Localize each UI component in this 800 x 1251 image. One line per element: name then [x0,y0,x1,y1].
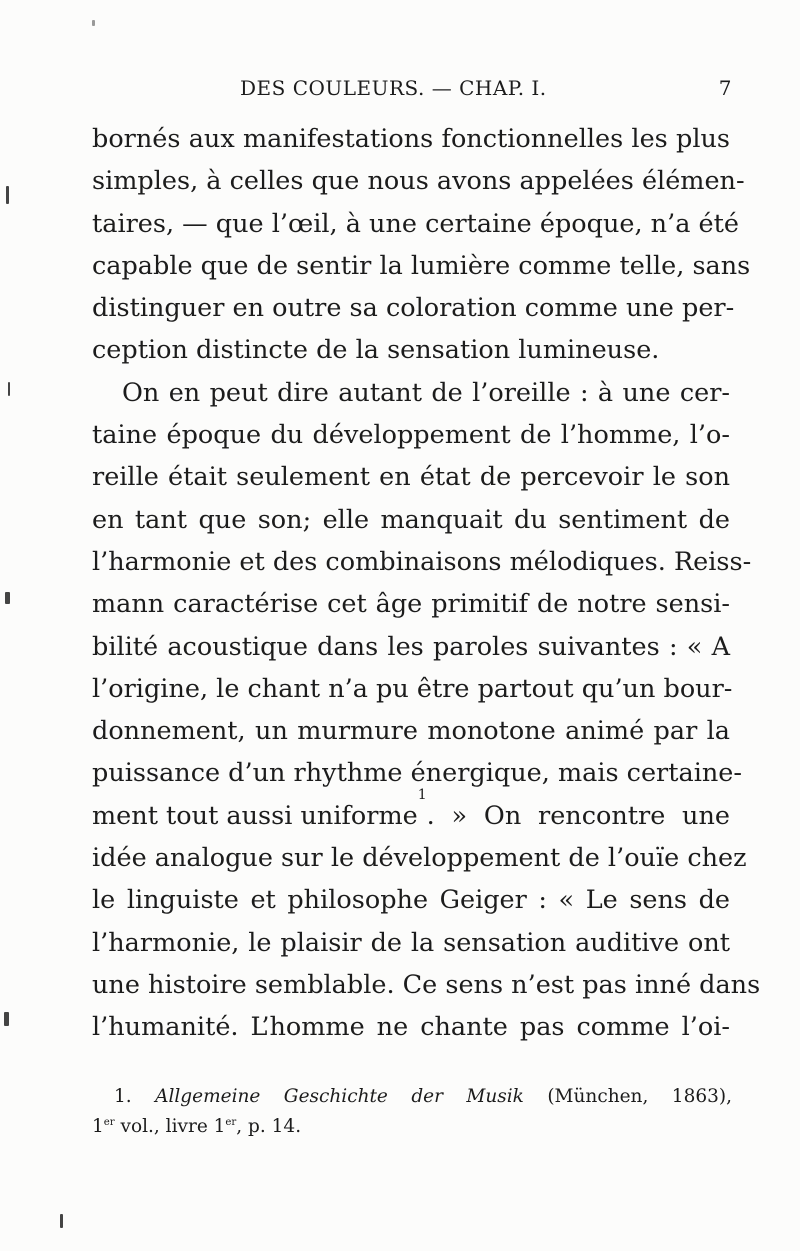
text-line: en tant que son; elle manquait du sentiment de [92,504,730,535]
text-segment: ment tout aussi uniforme [92,800,418,831]
scan-speck [5,592,10,604]
footnote-page-ref: , p. 14. [236,1116,302,1137]
scan-speck [8,382,10,396]
scan-speck [4,1012,9,1026]
text-line: distinguer en outre sa coloration comme une per- [92,293,735,324]
running-head [92,76,732,104]
text-line: idée analogue sur le développement de l’ouïe chez [92,843,747,874]
text-line: puissance d’un rhythme énergique, mais certaine- [92,758,742,789]
text-line: une histoire semblable. Ce sens n’est pas inné dans [92,969,761,1000]
running-title: DES COULEURS. — CHAP. I. [240,76,547,100]
footnote-line [92,1112,732,1142]
text-line: On en peut dire autant de l’oreille : à une cer- [122,377,730,408]
text-line: l’harmonie, le plaisir de la sensation auditive ont [92,927,730,958]
text-line: donnement, un murmure monotone animé par la [92,716,730,747]
footnote-book-title: Allgemeine Geschichte der Musik [155,1086,524,1107]
text-line: l’origine, le chant n’a pu être partout qu’un bour- [92,673,733,704]
text-line: ception distincte de la sensation lumineuse. [92,335,660,366]
footnote-number: 1. [114,1086,132,1107]
text-line: l’humanité. L’homme ne chante pas comme l’oi- [92,1012,730,1043]
footnote-ref: 1 [417,786,427,803]
text-segment: . » On rencontre une [426,800,730,831]
footnote-volume: 1 [92,1116,104,1137]
footnote-line [92,1082,732,1112]
footnote-publication: (München, 1863), [547,1086,732,1107]
page-number: 7 [718,76,732,100]
footnote [92,1082,732,1142]
footnote-livre-sup: er [225,1116,237,1128]
scan-speck [60,1214,63,1228]
scan-speck [92,20,95,26]
scan-speck [6,186,9,204]
footnote-volume-rest: vol., livre 1 [114,1116,226,1137]
text-line: bornés aux manifestations fonctionnelles les plus [92,124,730,154]
text-line: capable que de sentir la lumière comme telle, sans [92,250,751,281]
text-line: bilité acoustique dans les paroles suivantes : « A [92,631,730,662]
text-line: le linguiste et philosophe Geiger : « Le sens de [92,885,730,916]
text-line: reille était seulement en état de percevoir le son [92,462,730,493]
text-line: l’harmonie et des combinaisons mélodiques. Reiss- [92,546,752,577]
text-line: taine époque du développement de l’homme, l’o- [92,420,730,451]
text-line: taires, — que l’œil, à une certaine époque, n’a été [92,208,739,239]
body-text [92,118,761,1049]
text-line: mann caractérise cet âge primitif de notre sensi- [92,589,730,620]
text-line-with-note [92,786,730,837]
text-line: simples, à celles que nous avons appelées élémen- [92,166,745,197]
footnote-volume-sup: er [103,1116,115,1128]
